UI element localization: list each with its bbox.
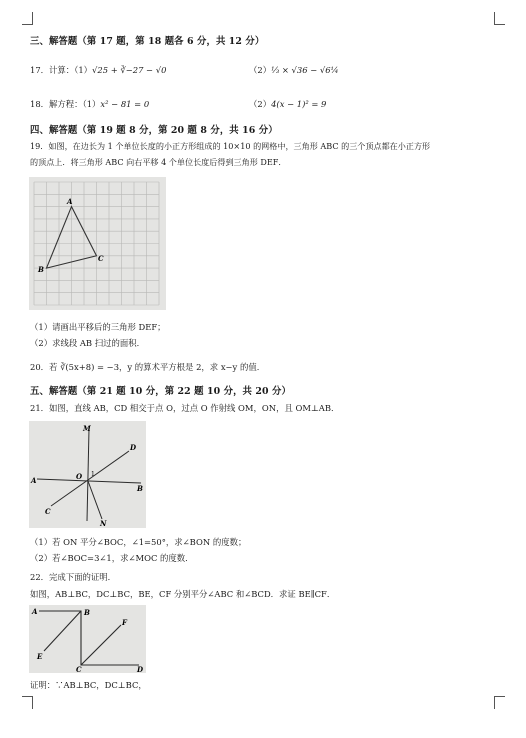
q19-sub2: （2）求线段 AB 扫过的面积． [30, 338, 145, 348]
section-5-heading: 五、解答题（第 21 题 10 分，第 22 题 10 分，共 20 分） [30, 386, 291, 397]
q21-sub2: （2）若∠BOC=3∠1，求∠MOC 的度数． [30, 553, 194, 563]
label-d: D [137, 665, 144, 673]
q18-part2 [249, 98, 326, 110]
label-a: A [32, 607, 38, 616]
q17-label: 17．计算：（1） [30, 65, 93, 75]
ray-on [88, 481, 102, 519]
label-c: C [98, 254, 104, 263]
label-c: C [76, 665, 82, 673]
line-cd [51, 451, 129, 506]
q19-sub1: （1）请画出平移后的三角形 DEF； [30, 322, 166, 332]
crop-mark-bottom-right [494, 696, 505, 709]
label-b: B [137, 484, 143, 493]
q21-text: 21．如图，直线 AB，CD 相交于点 O，过点 O 作射线 OM，ON，且 OM⊥AB． [30, 403, 340, 413]
label-a: A [67, 197, 73, 206]
q19-line1: 19．如图，在边长为 1 个单位长度的小正方形组成的 10×10 的网格中，三角形 ABC 的三个顶点都在小正方形 [30, 141, 431, 151]
q21-figure [29, 421, 146, 528]
q21-sub1: （1）若 ON 平分∠BOC，∠1=50°，求∠BON 的度数； [30, 537, 247, 547]
crop-mark-top-right [494, 12, 505, 25]
q20-text: 20．若 ∛(5x+8) = −3，y 的算术平方根是 2，求 x−y 的值． [30, 362, 266, 372]
crop-mark-bottom-left [22, 696, 33, 709]
label-angle-1: 1 [91, 471, 95, 478]
q17-expr2: ⅓ × √36 − √6¼ [271, 65, 339, 75]
label-b: B [84, 608, 90, 617]
q18-part2-label: （2） [249, 99, 272, 109]
label-o: O [76, 472, 83, 481]
label-n: N [100, 519, 107, 528]
q19-grid-figure [29, 177, 166, 310]
label-f: F [122, 618, 127, 627]
q17-part2-label: （2） [249, 65, 272, 75]
q21-svg [29, 421, 146, 528]
q22-title: 22．完成下面的证明． [30, 572, 117, 582]
label-d: D [130, 443, 137, 452]
ray-om [87, 429, 89, 521]
section-3-heading: 三、解答题（第 17 题，第 18 题各 6 分，共 12 分） [30, 36, 265, 47]
ray-cf [81, 625, 121, 665]
q17-expr1: √25 + ∛−27 − √0 [92, 65, 167, 75]
label-m: M [83, 424, 91, 433]
q18-label: 18．解方程：（1） [30, 99, 101, 109]
q22-svg [29, 605, 146, 673]
label-a: A [31, 476, 37, 485]
ray-be [44, 611, 81, 651]
q19-grid-svg [29, 177, 166, 310]
crop-mark-top-left [22, 12, 33, 25]
label-b: B [38, 265, 44, 274]
q18-expr1: x² − 81 = 0 [100, 99, 150, 109]
q22-figure [29, 605, 146, 673]
q18-expr2: 4(x − 1)² = 9 [271, 99, 327, 109]
label-e: E [37, 652, 43, 661]
q18-row [30, 98, 149, 110]
q19-line2: 的顶点上．将三角形 ABC 向右平移 4 个单位长度后得到三角形 DEF． [30, 157, 287, 167]
q22-text: 如图，AB⊥BC，DC⊥BC，BE，CF 分别平分∠ABC 和∠BCD．求证 BE∥CF． [30, 589, 336, 599]
q21-lines [37, 429, 141, 521]
q22-proof: 证明：∵AB⊥BC，DC⊥BC， [30, 680, 147, 690]
q17-row [30, 64, 166, 76]
grid-lines [34, 182, 159, 305]
section-4-heading: 四、解答题（第 19 题 8 分，第 20 题 8 分，共 16 分） [30, 125, 278, 136]
q17-part2 [249, 64, 339, 76]
label-c: C [45, 507, 51, 516]
